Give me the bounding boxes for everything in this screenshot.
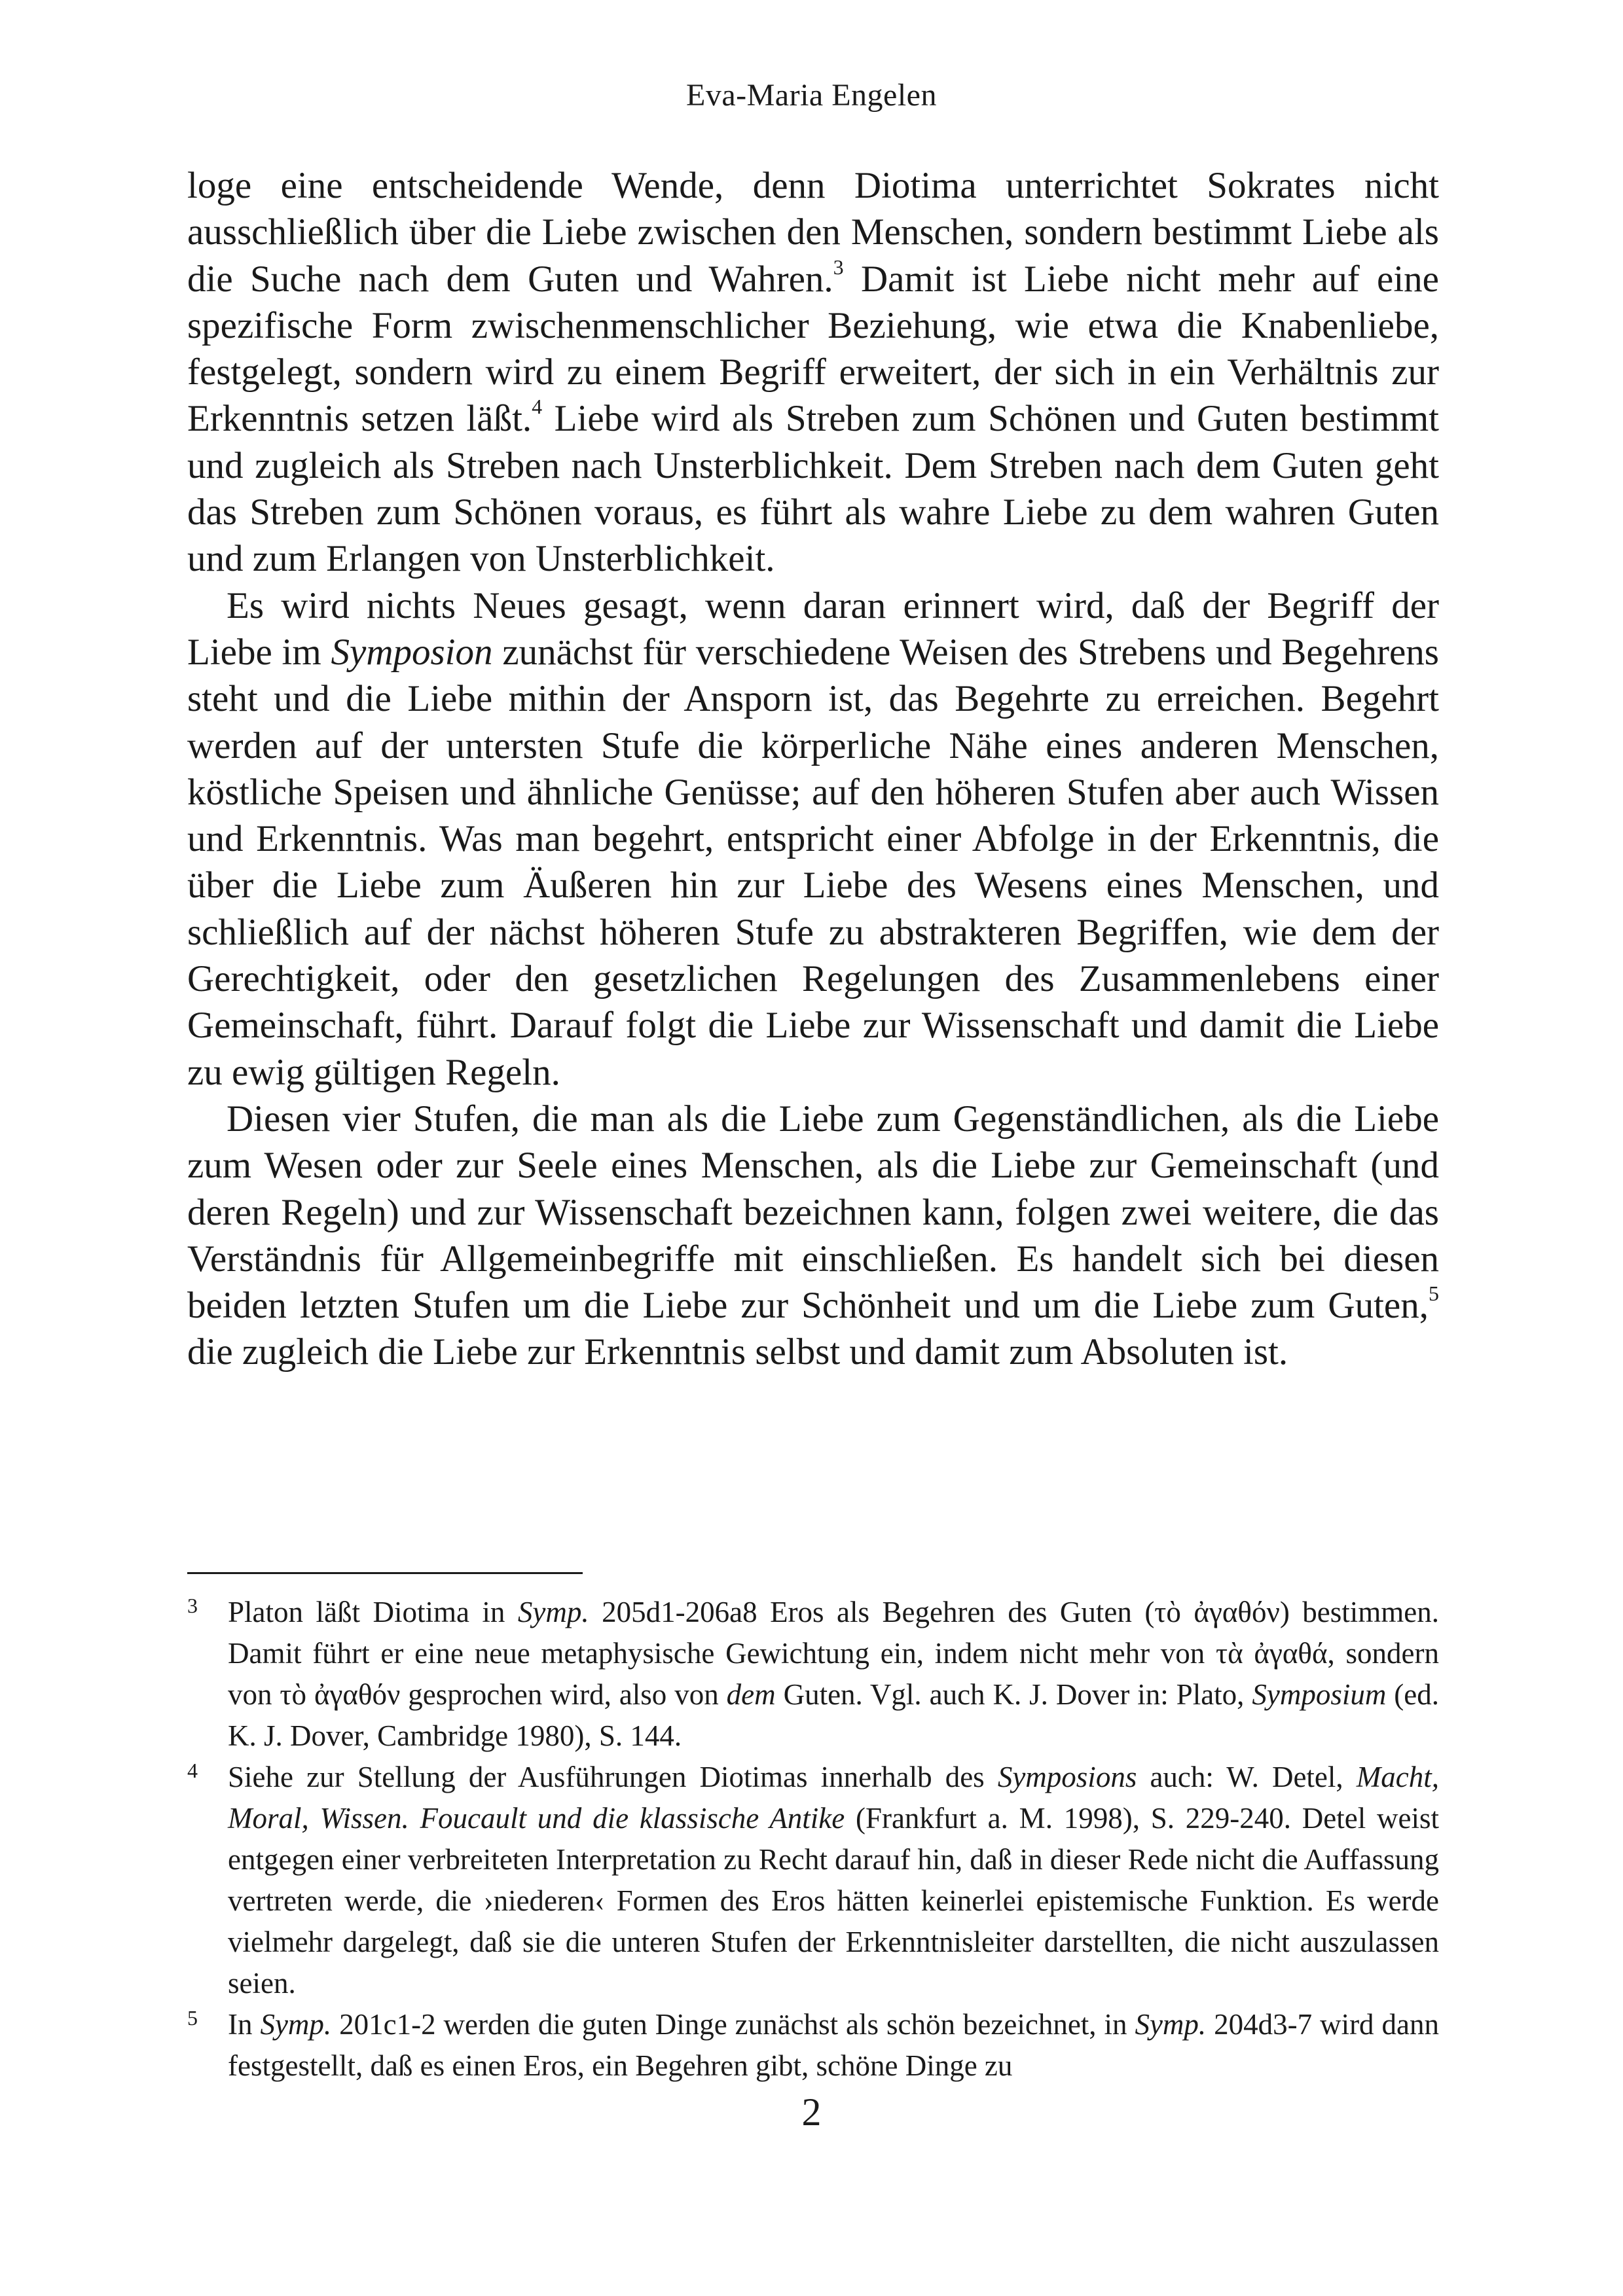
main-text xyxy=(187,162,1439,1376)
footnote-italic: Symposium xyxy=(1252,1678,1387,1711)
footnote-number: 3 xyxy=(187,1594,198,1617)
paragraph-3 xyxy=(187,1096,1439,1376)
footnote-text: (Frankfurt a. M. 1998), S. 229-240. Detel weist entgegen einer verbreiteten Interpretation zu Recht darauf hin, daß in dieser Rede nicht die Auffassung vertreten werde, die ›niederen‹ Formen des Eros hätten keinerlei epistemische Funktion. Es werde vielmehr dargelegt, daß sie die unteren Stufen der Erkenntnisleiter darstellten, die nicht auszulassen seien. xyxy=(228,1802,1439,2000)
footnote-3 xyxy=(187,1592,1439,1757)
paragraph-3-text-a: Diesen vier Stufen, die man als die Liebe zum Gegenständlichen, als die Liebe zum Wesen oder zur Seele eines Menschen, als die Liebe zur Gemeinschaft (und deren Regeln) und zur Wissenschaft bezeichnen kann, folgen zwei weitere, die das Verständnis für Allgemeinbegriffe mit einschließen. Es handelt sich bei diesen beiden letzten Stufen um die Liebe zur Schönheit und um die Liebe zum Guten, xyxy=(187,1098,1439,1327)
paragraph-1-text-a: loge eine entscheidende Wende, denn Diotima unterrichtet Sokrates nicht ausschließlich über die Liebe zwischen den Menschen, sondern bestimmt Liebe als die Suche nach dem Guten und Wahren. xyxy=(187,165,1439,300)
footnote-ref-4[interactable]: 4 xyxy=(532,395,543,419)
footnote-italic: Symposions xyxy=(997,1761,1137,1793)
footnote-separator xyxy=(187,1572,583,1574)
footnote-italic: Symp. xyxy=(1135,2008,1207,2041)
footnote-text: 204d3-7 wird dann festgestellt, daß es einen Eros, ein Begehren gibt, schöne Dinge zu xyxy=(228,2008,1439,2082)
paragraph-2-text-b: zunächst für verschiedene Weisen des Strebens und Begehrens steht und die Liebe mithin der Ansporn ist, das Begehrte zu erreichen. Begehrt werden auf der untersten Stufe die körperliche Nähe eines anderen Menschen, köstliche Speisen und ähnliche Genüsse; auf den höheren Stufen aber auch Wissen und Erkenntnis. Was man begehrt, entspricht einer Abfolge in der Erkenntnis, die über die Liebe zum Äußeren hin zur Liebe des Wesens eines Menschen, und schließlich auf der nächst höheren Stufe zu abstrakteren Begriffen, wie dem der Gerechtigkeit, oder den gesetzlichen Regelungen des Zusammenlebens einer Gemeinschaft, führt. Darauf folgt die Liebe zur Wissenschaft und damit die Liebe zu ewig gültigen Regeln. xyxy=(187,631,1439,1093)
paragraph-1-text-b: Damit ist Liebe nicht mehr auf eine spezifische Form zwischenmenschlicher Beziehung, wie etwa die Knabenliebe, festgelegt, sondern wird zu einem Begriff erweitert, der sich in ein Verhältnis zur Erkenntnis setzen läßt. xyxy=(187,258,1439,440)
footnote-italic: dem xyxy=(726,1678,776,1711)
footnote-text: 201c1-2 werden die guten Dinge zunächst als schön bezeichnet, in xyxy=(331,2008,1135,2041)
footnote-text: (ed. K. J. Dover, Cambridge 1980), S. 144. xyxy=(228,1678,1439,1752)
footnote-text: In xyxy=(228,2008,261,2041)
paragraph-1 xyxy=(187,162,1439,583)
footnote-number: 5 xyxy=(187,2006,198,2030)
footnote-number: 4 xyxy=(187,1759,198,1782)
paragraph-2-title: Symposion xyxy=(331,631,493,673)
paragraph-2-text-a: Es wird nichts Neues gesagt, wenn daran erinnert wird, daß der Begriff der Liebe im xyxy=(187,584,1439,673)
footnote-italic: Symp. xyxy=(260,2008,332,2041)
footnote-text: Platon läßt Diotima in xyxy=(228,1596,518,1628)
footnote-italic: Symp. xyxy=(517,1596,589,1628)
footnote-text: 205d1-206a8 Eros als Begehren des Guten (τὸ ἀγαθόν) bestimmen. Damit führt er eine neue metaphysische Gewichtung ein, indem nicht mehr von τὰ ἀγαθά, sondern von τὸ ἀγαθόν gesprochen wird, also von xyxy=(228,1596,1440,1711)
footnote-4 xyxy=(187,1757,1439,2004)
footnote-5 xyxy=(187,2004,1439,2087)
footnote-text: Siehe zur Stellung der Ausführungen Diotimas innerhalb des xyxy=(228,1761,998,1793)
footnote-ref-5[interactable]: 5 xyxy=(1429,1282,1439,1306)
footnote-text: auch: W. Detel, xyxy=(1137,1761,1357,1793)
footnote-ref-3[interactable]: 3 xyxy=(833,255,844,279)
page-number: 2 xyxy=(801,2090,822,2134)
footnote-text: Guten. Vgl. auch K. J. Dover in: Plato, xyxy=(775,1678,1252,1711)
paragraph-2 xyxy=(187,583,1439,1096)
paragraph-1-text-c: Liebe wird als Streben zum Schönen und Guten bestimmt und zugleich als Streben nach Unsterblichkeit. Dem Streben nach dem Guten geht das Streben zum Schönen voraus, es führt als wahre Liebe zu dem wahren Guten und zum Erlangen von Unsterblichkeit. xyxy=(187,398,1439,580)
paragraph-3-text-b: die zugleich die Liebe zur Erkenntnis selbst und damit zum Absoluten ist. xyxy=(187,1331,1288,1373)
footnotes xyxy=(187,1592,1439,2087)
footnote-italic: Macht, Moral, Wissen. Foucault und die klassische Antike xyxy=(228,1761,1439,1835)
running-head: Eva-Maria Engelen xyxy=(686,78,937,113)
